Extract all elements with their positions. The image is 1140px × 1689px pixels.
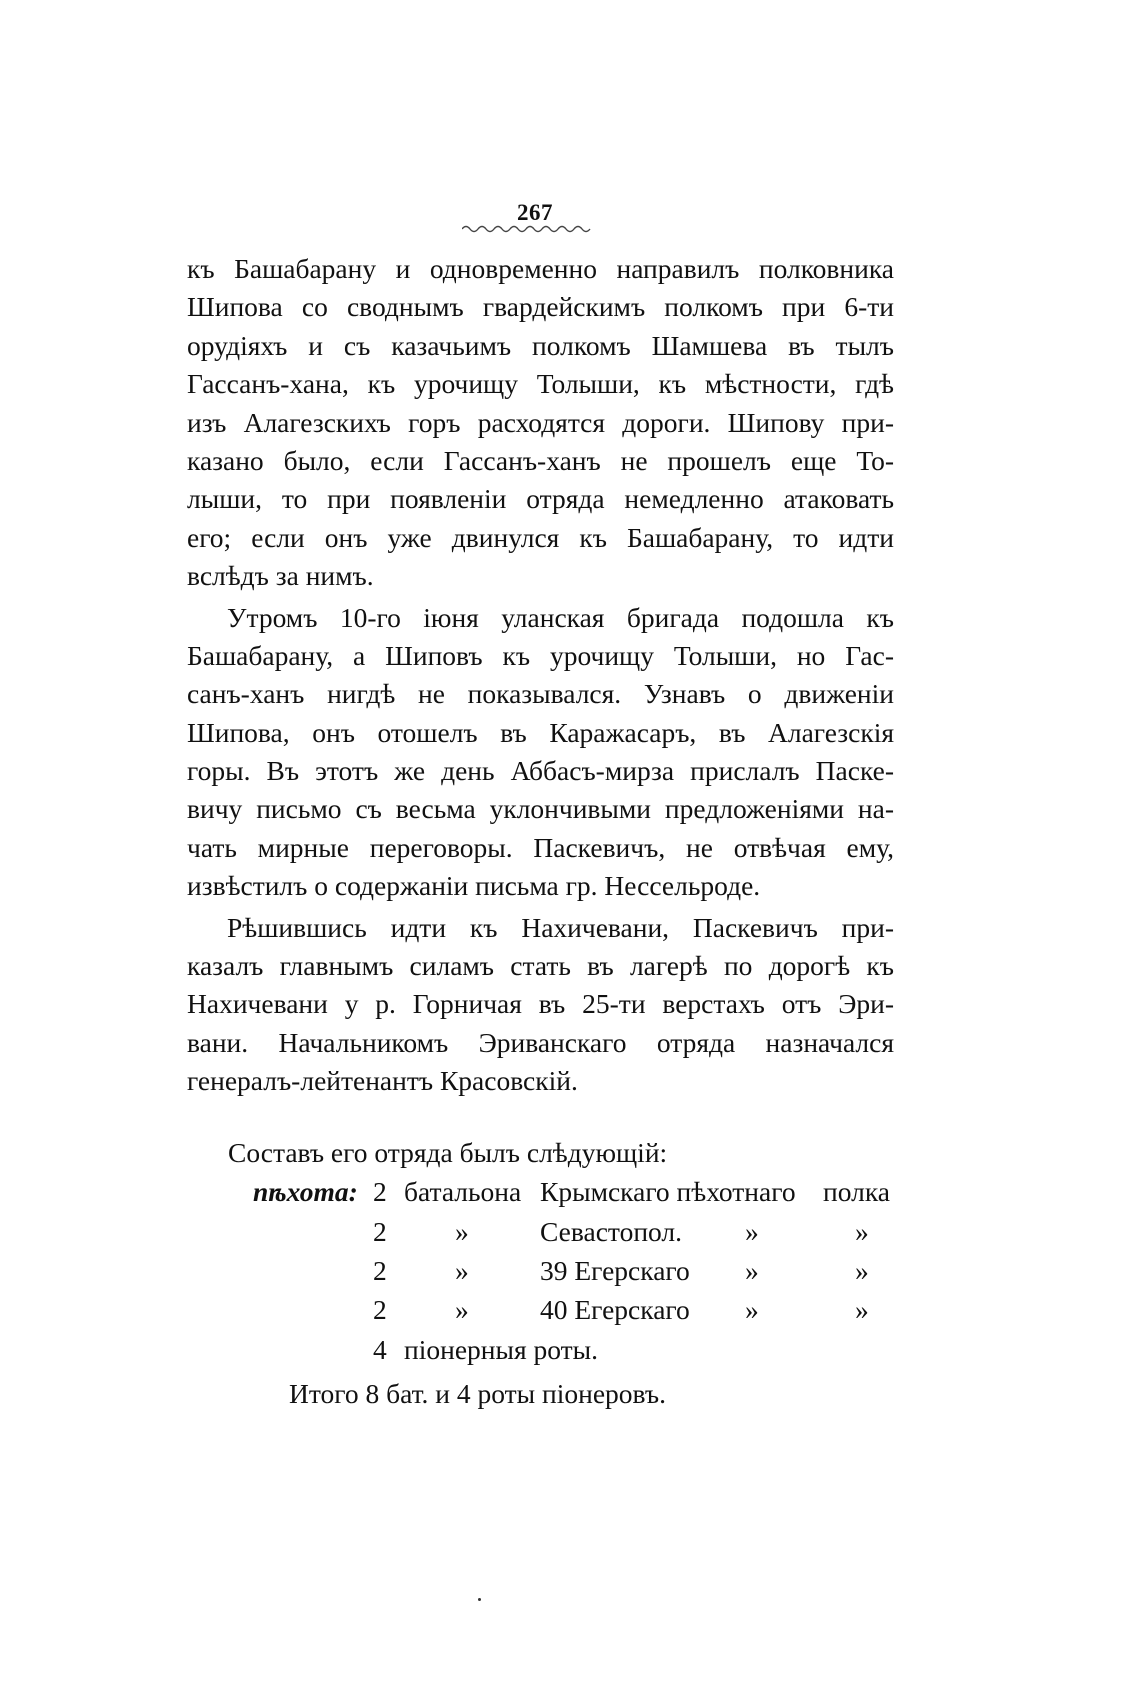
table-row	[0, 1334, 1140, 1372]
text-line: извѣстилъ о содержаніи письма гр. Нессельроде.	[187, 870, 761, 902]
count-cell: 2	[373, 1216, 387, 1247]
text-line: вслѣдъ за нимъ.	[187, 560, 374, 592]
text-line: Рѣшившись идти къ Нахичевани, Паскевичъ при-	[227, 911, 894, 943]
text-line: вани. Начальникомъ Эриванскаго отряда назначался	[187, 1026, 894, 1058]
count-cell: 2	[373, 1294, 387, 1325]
text-line: изъ Алагезскихъ горъ расходятся дороги. Шипову при-	[187, 406, 894, 438]
composition-intro: Составъ его отряда былъ слѣдующій:	[228, 1137, 668, 1168]
text-line: Шипова со своднымъ гвардейскимъ полкомъ при 6-ти	[187, 291, 894, 323]
name-cell: Крымскаго пѣхотнаго	[540, 1176, 796, 1207]
type-cell: »	[855, 1255, 869, 1286]
text-line: Башабарану, а Шиповъ къ урочищу Толыши, но Гас-	[187, 639, 894, 671]
name-cell: 39 Егерскаго	[540, 1255, 690, 1286]
text-line: Гассанъ-хана, къ урочищу Толыши, къ мѣстности, гдѣ	[187, 368, 894, 400]
text-line: Утромъ 10-го іюня уланская бригада подошла къ	[227, 601, 894, 633]
ink-speck	[478, 1598, 481, 1601]
mark-cell: »	[745, 1294, 759, 1325]
paragraph	[187, 599, 894, 906]
mark-cell: »	[745, 1255, 759, 1286]
page-number: 267	[517, 200, 553, 225]
text-line: орудіяхъ и съ казачьимъ полкомъ Шамшева въ тылъ	[187, 329, 894, 361]
table-row	[0, 1216, 1140, 1254]
text-line: казано было, если Гассанъ-ханъ не прошелъ еще То-	[187, 444, 894, 476]
infantry-label: пѣхота:	[253, 1176, 358, 1207]
decorative-wave-rule	[462, 222, 592, 234]
unit-cell: »	[455, 1294, 469, 1325]
text-line: его; если онъ уже двинулся къ Башабарану, то идти	[187, 521, 894, 553]
text-line: чать мирные переговоры. Паскевичъ, не отвѣчая ему,	[187, 831, 894, 863]
text-line: горы. Въ этотъ же день Аббасъ-мирза прислалъ Паске-	[187, 755, 894, 787]
type-cell: полка	[823, 1176, 890, 1207]
type-cell: »	[855, 1294, 869, 1325]
text-line: вичу письмо съ весьма уклончивыми предложеніями на-	[187, 793, 894, 825]
table-row	[0, 1294, 1140, 1332]
name-cell: 40 Егерскаго	[540, 1294, 690, 1325]
unit-cell: »	[455, 1216, 469, 1247]
text-line: къ Башабарану и одновременно направилъ полковника	[187, 253, 894, 284]
text-line: казалъ главнымъ силамъ стать въ лагерѣ по дорогѣ къ	[187, 950, 894, 982]
text-line: лыши, то при появленіи отряда немедленно атаковать	[187, 483, 894, 515]
name-cell: Севастопол.	[540, 1216, 683, 1247]
text-line: санъ-ханъ нигдѣ не показывался. Узнавъ о движеніи	[187, 678, 894, 710]
text-line: генералъ-лейтенантъ Красовскій.	[187, 1065, 578, 1097]
total-line: Итого 8 бат. и 4 роты піонеровъ.	[289, 1378, 666, 1409]
text-line: Шипова, онъ отошелъ въ Каражасаръ, въ Алагезскія	[187, 716, 894, 748]
table-row	[0, 1255, 1140, 1293]
paragraph	[187, 909, 894, 1101]
unit-cell: »	[455, 1255, 469, 1286]
unit-cell: піонерныя роты.	[404, 1334, 599, 1365]
text-line: Нахичевани у р. Горничая въ 25-ти верстахъ отъ Эри-	[187, 988, 894, 1020]
unit-cell: батальона	[404, 1176, 522, 1207]
count-cell: 2	[373, 1255, 387, 1286]
count-cell: 2	[373, 1176, 387, 1207]
type-cell: »	[855, 1216, 869, 1247]
mark-cell: »	[745, 1216, 759, 1247]
body-text	[187, 250, 894, 1101]
paragraph	[187, 250, 894, 596]
table-row	[0, 1176, 1140, 1214]
count-cell: 4	[373, 1334, 387, 1365]
